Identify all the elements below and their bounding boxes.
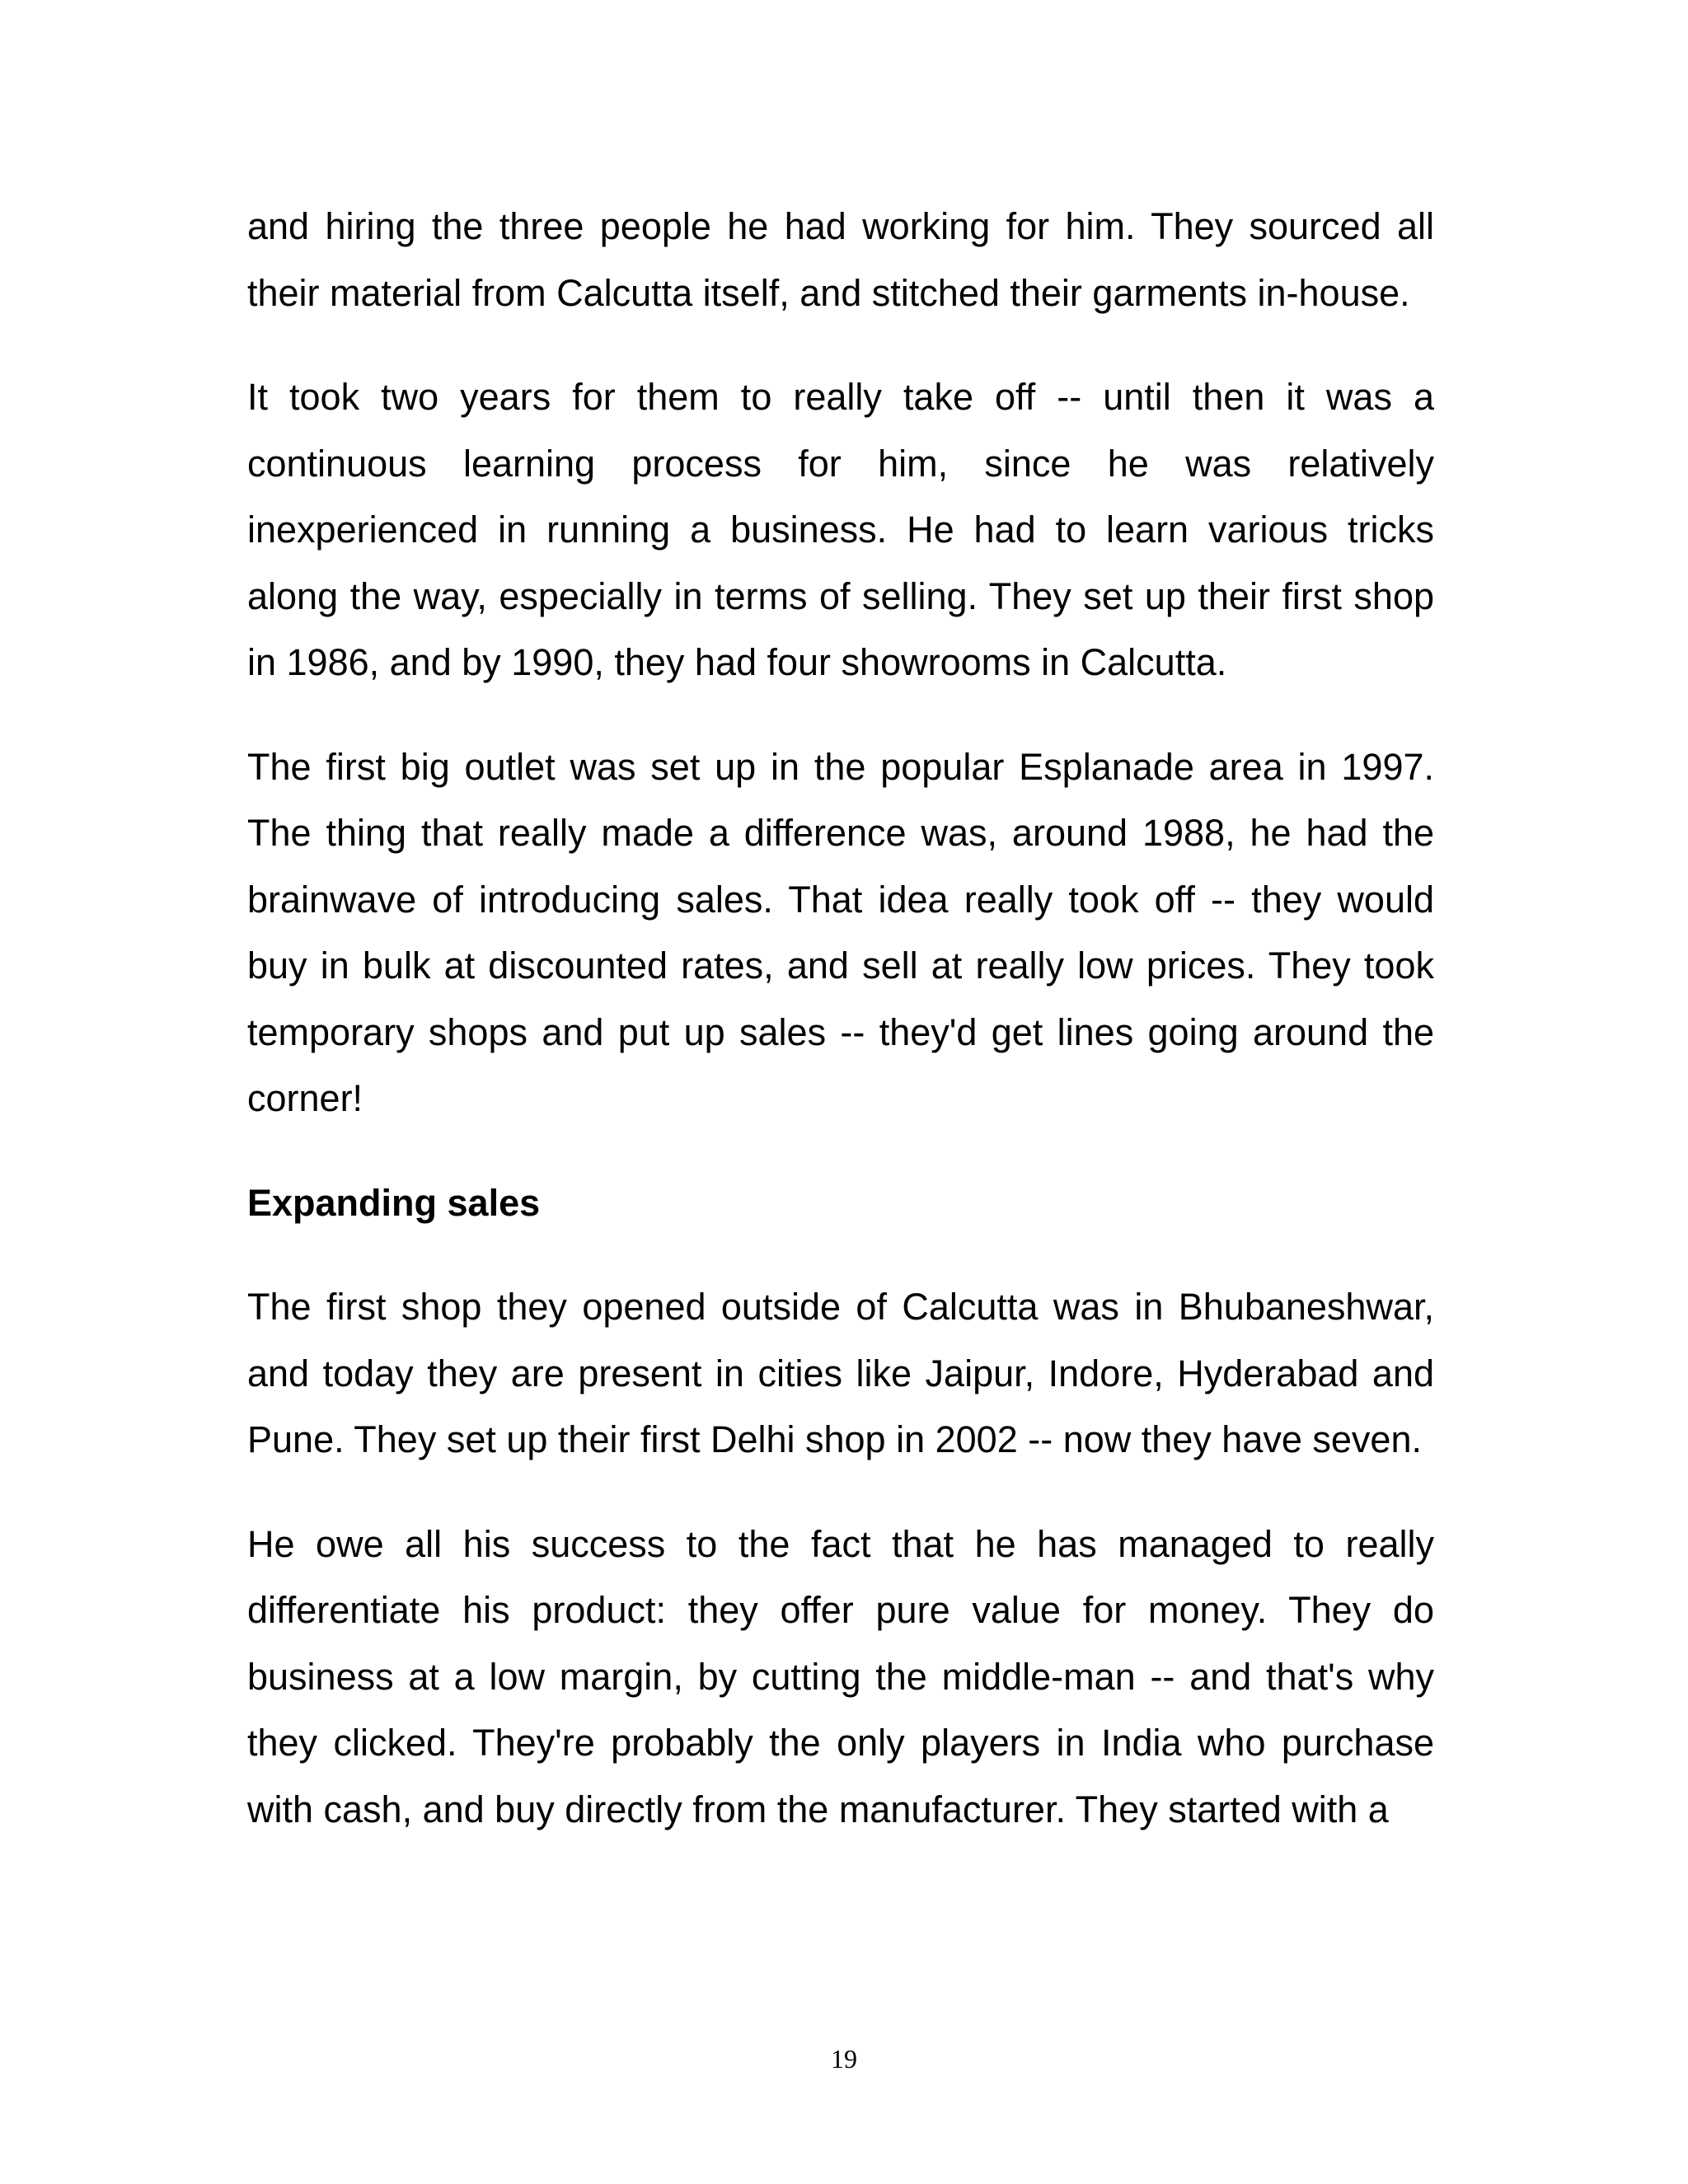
paragraph: He owe all his success to the fact that he has managed to really differentiate his product: they offer pure value for money. They do business at a low margin, by cutting the middle-man -- and that's why they clicked. They're probably the only players in India who purchase with cash, and buy directly from the manufacturer. They started with a: [247, 1522, 1434, 1830]
paragraph: It took two years for them to really take off -- until then it was a continuous learning process for him, since he was relatively inexperienced in running a business. He had to learn various tricks along the way, especially in terms of selling. They set up their first shop in 1986, and by 1990, they had four showrooms in Calcutta.: [247, 376, 1434, 683]
section-heading: Expanding sales: [247, 1181, 541, 1224]
paragraph: The first shop they opened outside of Calcutta was in Bhubaneshwar, and today they are present in cities like Jaipur, Indore, Hyderabad and Pune. They set up their first Delhi shop in 2002 -- now they have seven.: [247, 1286, 1434, 1460]
paragraph: The first big outlet was set up in the popular Esplanade area in 1997. The thing that really made a difference was, around 1988, he had the brainwave of introducing sales. That idea really took off -- they would buy in bulk at discounted rates, and sell at really low prices. They took temporary shops and put up sales -- they'd get lines going around the corner!: [247, 745, 1434, 1119]
paragraph: and hiring the three people he had working for him. They sourced all their material from Calcutta itself, and stitched their garments in-house.: [247, 205, 1434, 314]
page-body: [247, 194, 1434, 1881]
page-number: 19: [831, 2044, 857, 2074]
